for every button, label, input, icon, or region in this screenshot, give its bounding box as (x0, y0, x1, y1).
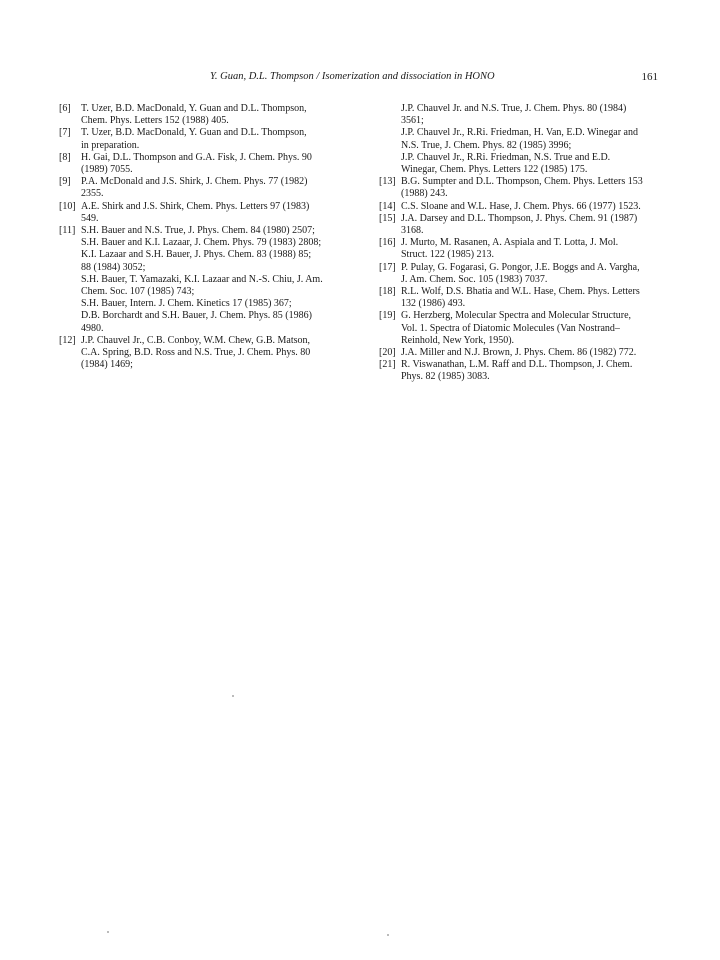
reference-number: [9] (59, 176, 71, 188)
reference-line: 549. (81, 212, 99, 224)
reference-entry (60, 152, 357, 176)
reference-line: R.L. Wolf, D.S. Bhatia and W.L. Hase, Chem. Phys. Letters (401, 286, 640, 298)
reference-line: 4980. (81, 322, 104, 334)
reference-number: [15] (379, 212, 396, 224)
reference-line: 2355. (81, 188, 104, 200)
reference-entry (380, 103, 664, 176)
reference-line: J.P. Chauvel Jr., C.B. Conboy, W.M. Chew, G.B. Matson, (81, 334, 311, 346)
running-header (60, 71, 658, 87)
reference-line: J. Murto, M. Rasanen, A. Aspiala and T. Lotta, J. Mol. (401, 237, 619, 249)
reference-line: S.H. Bauer, Intern. J. Chem. Kinetics 17 (1985) 367; (81, 298, 292, 310)
reference-entry (380, 176, 664, 200)
reference-line: (1989) 7055. (81, 164, 133, 176)
reference-entry (60, 176, 357, 200)
reference-line: D.B. Borchardt and S.H. Bauer, J. Chem. Phys. 85 (1986) (81, 310, 312, 322)
reference-line: (1988) 243. (401, 188, 448, 200)
reference-line: Winegar, Chem. Phys. Letters 122 (1985) 175. (401, 164, 588, 176)
reference-line: J.P. Chauvel Jr., R.Ri. Friedman, N.S. True and E.D. (401, 151, 611, 163)
reference-entry (380, 201, 664, 213)
reference-line: Chem. Soc. 107 (1985) 743; (81, 286, 195, 298)
reference-line: Reinhold, New York, 1950). (401, 334, 515, 346)
reference-number: [10] (59, 200, 76, 212)
reference-line: T. Uzer, B.D. MacDonald, Y. Guan and D.L. Thompson, (81, 103, 307, 114)
reference-line: S.H. Bauer and N.S. True, J. Phys. Chem. 84 (1980) 2507; (81, 225, 315, 237)
reference-entry (60, 103, 357, 127)
reference-number: [7] (59, 127, 71, 139)
reference-line: B.G. Sumpter and D.L. Thompson, Chem. Phys. Letters 153 (401, 176, 643, 188)
reference-line: N.S. True, J. Chem. Phys. 82 (1985) 3996; (401, 139, 572, 151)
reference-number: [14] (379, 200, 396, 212)
page-number: 161 (641, 71, 658, 83)
references-right-column (380, 103, 664, 384)
reference-line: Vol. 1. Spectra of Diatomic Molecules (Van Nostrand– (401, 322, 620, 334)
scan-speck (107, 931, 109, 933)
reference-number: [12] (59, 334, 76, 346)
reference-line: 3561; (401, 115, 424, 127)
reference-line: C.A. Spring, B.D. Ross and N.S. True, J. Chem. Phys. 80 (81, 347, 311, 359)
scan-speck (232, 695, 234, 697)
reference-line: P. Pulay, G. Fogarasi, G. Pongor, J.E. Boggs and A. Vargha, (401, 261, 640, 273)
reference-entry (380, 262, 664, 286)
reference-entry (380, 347, 664, 359)
reference-number: [19] (379, 310, 396, 322)
scan-speck (387, 934, 389, 936)
reference-line: K.I. Lazaar and S.H. Bauer, J. Phys. Chem. 83 (1988) 85; (81, 249, 312, 261)
reference-number: [11] (59, 225, 76, 237)
reference-line: 88 (1984) 3052; (81, 261, 146, 273)
reference-number: [13] (379, 176, 396, 188)
reference-line: H. Gai, D.L. Thompson and G.A. Fisk, J. Chem. Phys. 90 (81, 151, 312, 163)
reference-line: Struct. 122 (1985) 213. (401, 249, 495, 261)
reference-line: J. Am. Chem. Soc. 105 (1983) 7037. (401, 273, 548, 285)
reference-line: A.E. Shirk and J.S. Shirk, Chem. Phys. Letters 97 (1983) (81, 200, 310, 212)
reference-line: 3168. (401, 225, 424, 237)
reference-line: J.A. Miller and N.J. Brown, J. Phys. Chem. 86 (1982) 772. (401, 347, 637, 359)
reference-entry (60, 335, 357, 372)
running-title: Y. Guan, D.L. Thompson / Isomerization and dissociation in HONO (210, 71, 495, 82)
reference-entry (60, 225, 357, 335)
reference-entry (380, 286, 664, 310)
reference-line: C.S. Sloane and W.L. Hase, J. Chem. Phys. 66 (1977) 1523. (401, 200, 641, 212)
reference-number: [6] (59, 103, 71, 114)
reference-line: J.A. Darsey and D.L. Thompson, J. Phys. Chem. 91 (1987) (401, 212, 638, 224)
reference-line: T. Uzer, B.D. MacDonald, Y. Guan and D.L. Thompson, (81, 127, 307, 139)
reference-number: [20] (379, 347, 396, 359)
reference-number: [21] (379, 359, 396, 371)
reference-line: S.H. Bauer, T. Yamazaki, K.I. Lazaar and N.-S. Chiu, J. Am. (81, 273, 323, 285)
reference-line: in preparation. (81, 139, 140, 151)
reference-line: P.A. McDonald and J.S. Shirk, J. Chem. Phys. 77 (1982) (81, 176, 308, 188)
reference-line: (1984) 1469; (81, 359, 133, 371)
reference-line: R. Viswanathan, L.M. Raff and D.L. Thompson, J. Chem. (401, 359, 633, 371)
reference-entry (380, 213, 664, 237)
reference-number: [16] (379, 237, 396, 249)
references-left-column (60, 103, 357, 371)
reference-line: J.P. Chauvel Jr., R.Ri. Friedman, H. Van, E.D. Winegar and (401, 127, 638, 139)
reference-line: J.P. Chauvel Jr. and N.S. True, J. Chem. Phys. 80 (1984) (401, 103, 627, 114)
reference-line: Phys. 82 (1985) 3083. (401, 371, 490, 383)
reference-number: [17] (379, 261, 396, 273)
reference-entry (380, 310, 664, 347)
reference-entry (380, 359, 664, 383)
reference-line: S.H. Bauer and K.I. Lazaar, J. Chem. Phys. 79 (1983) 2808; (81, 237, 322, 249)
reference-line: Chem. Phys. Letters 152 (1988) 405. (81, 115, 229, 127)
reference-number: [8] (59, 151, 71, 163)
reference-line: G. Herzberg, Molecular Spectra and Molecular Structure, (401, 310, 632, 322)
reference-number: [18] (379, 286, 396, 298)
reference-entry (380, 237, 664, 261)
reference-line: 132 (1986) 493. (401, 298, 466, 310)
reference-entry (60, 201, 357, 225)
reference-entry (60, 127, 357, 151)
